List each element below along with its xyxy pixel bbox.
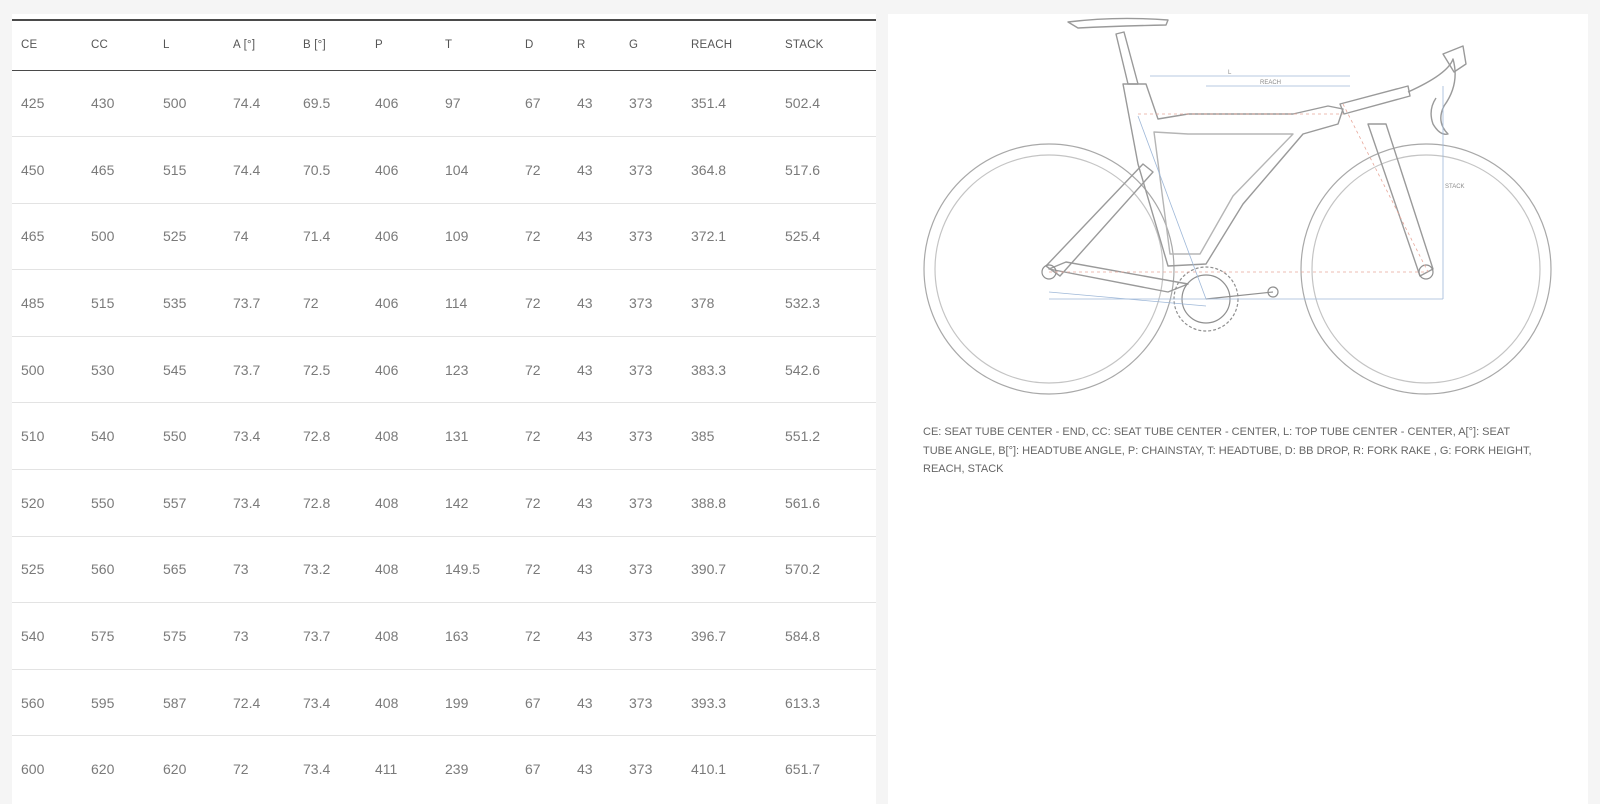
table-cell: 72.8 — [294, 403, 366, 470]
table-cell: 69.5 — [294, 70, 366, 137]
table-cell: 73.7 — [224, 336, 294, 403]
table-cell: 72.4 — [224, 669, 294, 736]
handlebar-drop — [1408, 59, 1455, 134]
table-cell: 532.3 — [776, 270, 876, 337]
geometry-table-header — [12, 20, 876, 70]
table-cell: 373 — [620, 137, 682, 204]
table-cell: 43 — [568, 203, 620, 270]
table-cell: 43 — [568, 669, 620, 736]
table-cell: 450 — [12, 137, 82, 204]
table-cell: 72 — [516, 137, 568, 204]
table-cell: 43 — [568, 70, 620, 137]
table-cell: 557 — [154, 470, 224, 537]
table-cell: 408 — [366, 603, 436, 670]
table-cell: 575 — [82, 603, 154, 670]
table-cell: 43 — [568, 137, 620, 204]
table-cell: 74.4 — [224, 137, 294, 204]
table-cell: 72 — [516, 470, 568, 537]
table-cell: 43 — [568, 536, 620, 603]
column-header: P — [366, 20, 436, 70]
table-cell: 651.7 — [785, 761, 821, 778]
table-cell: 383.3 — [682, 336, 776, 403]
table-cell: 560 — [12, 669, 82, 736]
table-cell: 500 — [12, 336, 82, 403]
table-cell: 67 — [525, 761, 541, 778]
table-cell: 109 — [436, 203, 516, 270]
table-cell: 520 — [12, 470, 82, 537]
table-row — [12, 736, 876, 803]
header-row — [12, 20, 876, 70]
table-cell: 73.2 — [294, 536, 366, 603]
geometry-table-panel — [12, 14, 876, 804]
table-row — [12, 669, 876, 736]
table-cell: 535 — [154, 270, 224, 337]
table-cell: 410.1 — [691, 761, 727, 778]
table-cell: 500 — [82, 203, 154, 270]
table-cell: 550 — [82, 470, 154, 537]
table-cell: 408 — [366, 669, 436, 736]
table-cell: 373 — [620, 669, 682, 736]
table-cell: 613.3 — [776, 669, 876, 736]
table-cell: 406 — [366, 70, 436, 137]
table-row — [12, 603, 876, 670]
saddle — [1068, 18, 1168, 28]
table-cell: 530 — [82, 336, 154, 403]
table-cell: 388.8 — [682, 470, 776, 537]
table-cell: 72 — [516, 203, 568, 270]
table-cell: 97 — [436, 70, 516, 137]
table-cell: 570.2 — [776, 536, 876, 603]
table-cell: 72 — [516, 270, 568, 337]
table-cell: 465 — [82, 137, 154, 204]
column-header: T — [436, 20, 516, 70]
table-cell: 600 — [21, 761, 45, 778]
table-cell: 587 — [154, 669, 224, 736]
table-cell: 385 — [682, 403, 776, 470]
table-cell: 373 — [620, 403, 682, 470]
front-wheel-inner — [1312, 155, 1540, 383]
table-row — [12, 137, 876, 204]
table-cell: 565 — [154, 536, 224, 603]
table-cell: 104 — [436, 137, 516, 204]
table-row — [12, 403, 876, 470]
table-cell: 73.4 — [224, 403, 294, 470]
table-cell: 72.5 — [294, 336, 366, 403]
table-cell: 43 — [568, 470, 620, 537]
table-cell: 517.6 — [776, 137, 876, 204]
chainstay — [1049, 262, 1188, 292]
table-cell: 373 — [620, 270, 682, 337]
geometry-table-body — [12, 70, 876, 803]
table-cell: 406 — [366, 336, 436, 403]
table-cell: 485 — [12, 270, 82, 337]
table-cell: 373 — [620, 470, 682, 537]
table-cell: 73.7 — [294, 603, 366, 670]
table-cell: 142 — [436, 470, 516, 537]
table-cell: 74 — [224, 203, 294, 270]
table-cell: 239 — [445, 761, 469, 778]
table-cell: 72 — [516, 536, 568, 603]
table-cell: 406 — [366, 270, 436, 337]
table-cell: 584.8 — [776, 603, 876, 670]
table-cell: 620 — [91, 761, 115, 778]
table-cell: 561.6 — [776, 470, 876, 537]
table-cell: 67 — [516, 669, 568, 736]
bike-geometry-diagram — [888, 14, 1588, 414]
table-cell: 525 — [154, 203, 224, 270]
table-cell: 408 — [366, 470, 436, 537]
table-cell: 430 — [82, 70, 154, 137]
table-cell: 540 — [82, 403, 154, 470]
column-header: STACK — [776, 20, 876, 70]
headtube-axis — [1343, 104, 1428, 272]
table-cell: 43 — [568, 270, 620, 337]
table-cell: 114 — [436, 270, 516, 337]
table-cell: 72 — [516, 403, 568, 470]
stack-label: STACK — [1445, 184, 1465, 190]
table-row — [12, 336, 876, 403]
table-cell: 425 — [12, 70, 82, 137]
table-cell: 123 — [436, 336, 516, 403]
table-row — [12, 536, 876, 603]
table-cell: 73.4 — [224, 470, 294, 537]
table-cell: 545 — [154, 336, 224, 403]
table-cell: 551.2 — [776, 403, 876, 470]
table-cell: 515 — [82, 270, 154, 337]
column-header: B [°] — [294, 20, 366, 70]
table-cell: 67 — [516, 70, 568, 137]
table-cell: 408 — [366, 536, 436, 603]
table-cell: 43 — [568, 603, 620, 670]
table-cell: 373 — [629, 761, 653, 778]
table-cell: 525 — [12, 536, 82, 603]
top-tube-label: L — [1228, 70, 1232, 76]
geometry-table — [12, 19, 876, 803]
table-cell: 396.7 — [682, 603, 776, 670]
table-cell: 373 — [620, 70, 682, 137]
column-header: R — [568, 20, 620, 70]
table-cell: 393.3 — [682, 669, 776, 736]
table-cell: 515 — [154, 137, 224, 204]
column-header: REACH — [682, 20, 776, 70]
table-cell: 72 — [516, 603, 568, 670]
seatpost — [1116, 32, 1138, 84]
frame-outline — [1123, 84, 1343, 266]
table-cell: 70.5 — [294, 137, 366, 204]
reach-label: REACH — [1260, 80, 1282, 86]
table-cell: 373 — [620, 203, 682, 270]
table-cell: 72 — [294, 270, 366, 337]
table-cell: 465 — [12, 203, 82, 270]
table-cell: 372.1 — [682, 203, 776, 270]
column-header: D — [516, 20, 568, 70]
table-cell: 378 — [682, 270, 776, 337]
table-cell: 550 — [154, 403, 224, 470]
table-cell: 373 — [620, 603, 682, 670]
table-cell: 199 — [436, 669, 516, 736]
table-cell: 351.4 — [682, 70, 776, 137]
column-header: CE — [12, 20, 82, 70]
table-cell: 373 — [620, 336, 682, 403]
stem — [1340, 86, 1410, 114]
seat-tube-axis — [1138, 116, 1206, 299]
table-cell: 595 — [82, 669, 154, 736]
table-cell: 510 — [12, 403, 82, 470]
table-cell: 73 — [224, 536, 294, 603]
geometry-legend: CE: SEAT TUBE CENTER - END, CC: SEAT TUBE CENTER - CENTER, L: TOP TUBE CENTER - CENTER, A[°]: SEAT TUBE ANGLE, B[°]: HEADTUBE ANGLE, P: CHAINSTAY, T: HEADTUBE, D: BB DROP, R: FORK RAKE , G: FORK HEIGHT, REACH, STACK — [923, 426, 1532, 475]
table-cell: 72.8 — [294, 470, 366, 537]
table-cell: 540 — [12, 603, 82, 670]
table-cell: 73.4 — [294, 669, 366, 736]
table-cell: 500 — [154, 70, 224, 137]
table-cell: 408 — [366, 403, 436, 470]
table-cell: 373 — [620, 536, 682, 603]
table-cell: 74.4 — [224, 70, 294, 137]
table-cell: 525.4 — [776, 203, 876, 270]
table-cell: 131 — [436, 403, 516, 470]
column-header: G — [620, 20, 682, 70]
table-cell: 575 — [154, 603, 224, 670]
table-cell: 73.7 — [224, 270, 294, 337]
crank-arm — [1206, 292, 1273, 299]
table-cell: 390.7 — [682, 536, 776, 603]
table-cell: 73 — [224, 603, 294, 670]
front-wheel-outer — [1301, 144, 1551, 394]
table-cell: 43 — [577, 761, 593, 778]
geometry-diagram-panel — [888, 14, 1588, 804]
table-row — [12, 470, 876, 537]
table-cell: 72 — [516, 336, 568, 403]
table-cell: 542.6 — [776, 336, 876, 403]
table-row — [12, 70, 876, 137]
table-cell: 149.5 — [436, 536, 516, 603]
table-cell: 620 — [163, 761, 187, 778]
table-cell: 364.8 — [682, 137, 776, 204]
table-cell: 163 — [436, 603, 516, 670]
table-cell: 406 — [366, 203, 436, 270]
table-row — [12, 203, 876, 270]
table-cell: 406 — [366, 137, 436, 204]
table-cell: 43 — [568, 336, 620, 403]
column-header: CC — [82, 20, 154, 70]
column-header: A [°] — [224, 20, 294, 70]
table-row — [12, 270, 876, 337]
table-cell: 43 — [568, 403, 620, 470]
table-cell: 73.4 — [303, 761, 331, 778]
column-header: L — [154, 20, 224, 70]
table-cell: 502.4 — [776, 70, 876, 137]
table-cell: 560 — [82, 536, 154, 603]
table-cell: 72 — [233, 761, 249, 778]
table-cell: 71.4 — [294, 203, 366, 270]
table-cell: 411 — [375, 761, 398, 778]
